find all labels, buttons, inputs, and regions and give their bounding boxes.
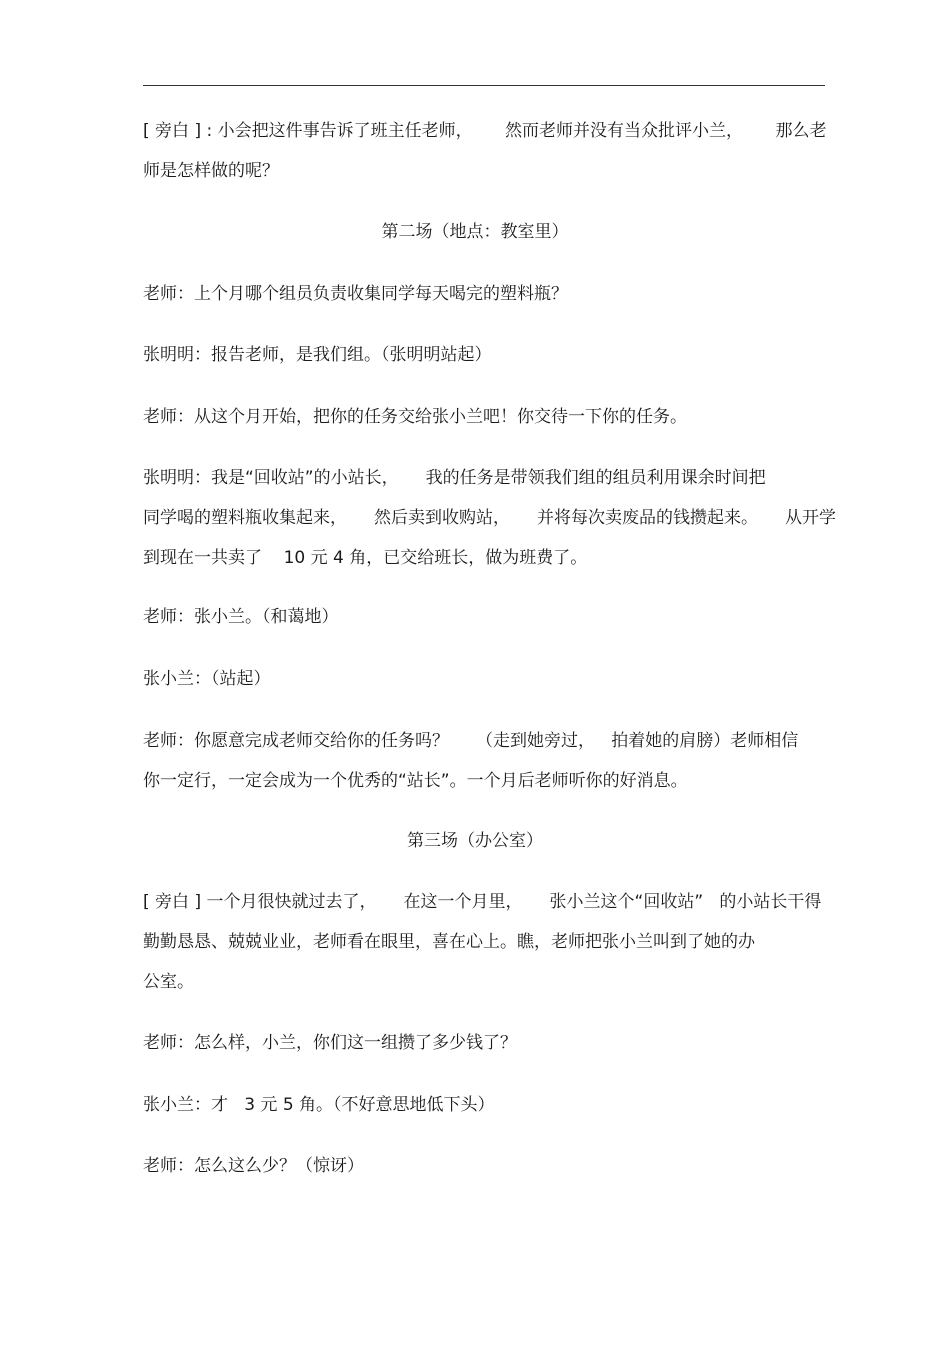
dialogue-line: 你一定行，一定会成为一个优秀的“站长”。一个月后老师听你的好消息。 — [143, 771, 688, 791]
dialogue-line: 张小兰：（站起） — [143, 669, 271, 689]
header-rule — [143, 85, 825, 86]
dialogue-line: 老师：从这个月开始，把你的任务交给张小兰吧！你交待一下你的任务。 — [143, 407, 687, 427]
narration-line: [ 旁白 ] 一个月很快就过去了， 在这一个月里， 张小兰这个“回收站” 的小站长干得 — [143, 892, 822, 912]
dialogue-line: 老师：你愿意完成老师交给你的任务吗？ （走到她旁过， 拍着她的肩膀）老师相信 — [143, 731, 799, 751]
dialogue-line: 老师：怎么样，小兰，你们这一组攒了多少钱了？ — [143, 1033, 517, 1053]
dialogue-line: 老师：上个月哪个组员负责收集同学每天喝完的塑料瓶？ — [143, 284, 568, 304]
dialogue-line: 张明明：我是“回收站”的小站长， 我的任务是带领我们组的组员利用课余时间把 — [143, 468, 766, 488]
narration-line-1: [ 旁白 ] : 小会把这件事告诉了班主任老师， 然而老师并没有当众批评小兰， 那么老 — [143, 121, 827, 141]
scene-two-heading: 第二场（地点：教室里） — [381, 222, 569, 242]
dialogue-line: 老师：张小兰。（和蔼地） — [143, 607, 339, 627]
narration-line: 公室。 — [143, 972, 194, 992]
dialogue-line: 到现在一共卖了 10 元 4 角，已交给班长，做为班费了。 — [143, 548, 588, 568]
narration-line: 勤勤恳恳、兢兢业业，老师看在眼里，喜在心上。瞧，老师把张小兰叫到了她的办 — [143, 932, 755, 952]
dialogue-line: 张明明：报告老师，是我们组。（张明明站起） — [143, 345, 492, 365]
dialogue-line: 老师：怎么这么少？（惊讶） — [143, 1156, 364, 1176]
narration-line-2: 师是怎样做的呢？ — [143, 161, 279, 181]
dialogue-line: 张小兰：才 3 元 5 角。（不好意思地低下头） — [143, 1095, 495, 1115]
dialogue-line: 同学喝的塑料瓶收集起来， 然后卖到收购站， 并将每次卖废品的钱攒起来。 从开学 — [143, 508, 837, 528]
scene-three-heading: 第三场（办公室） — [407, 831, 543, 851]
